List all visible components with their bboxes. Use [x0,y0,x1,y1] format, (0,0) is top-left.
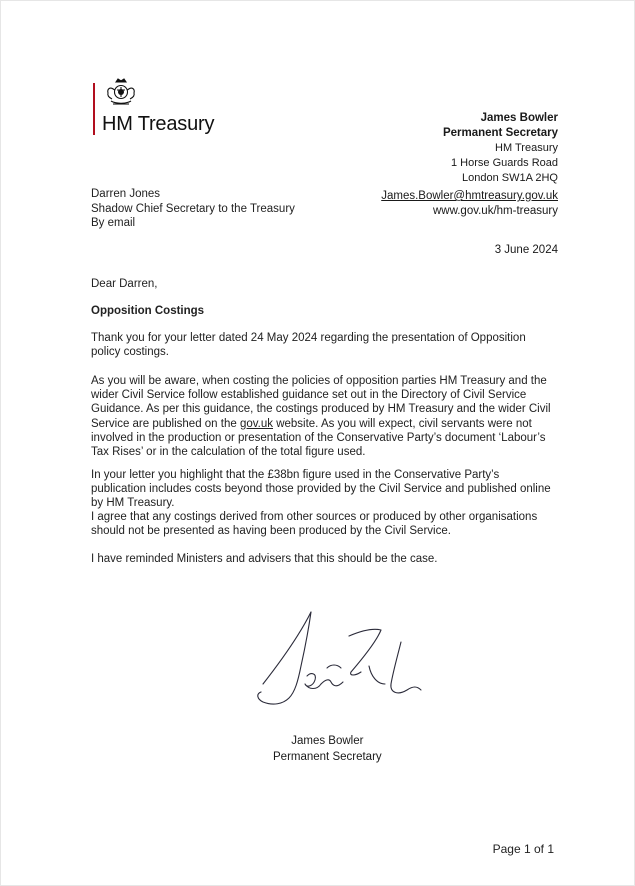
sender-address-line: London SW1A 2HQ [461,172,558,184]
logo-accent-bar [93,83,95,135]
paragraph: Thank you for your letter dated 24 May 2024 regarding the presentation of Opposition policy costings. [91,332,526,359]
paragraph: I have reminded Ministers and advisers that this should be the case. [91,553,438,565]
contact-block [381,189,558,219]
sender-title: Permanent Secretary [442,127,558,139]
paragraph-text: website. As you will expect, civil servants were not involved in the production or presentation of the Conservative Party’s document ‘Labour’s Tax Rises’ or in the calculation of the total figure used. [91,417,546,459]
royal-crest-icon [103,77,139,109]
sender-name: James Bowler [480,112,558,124]
sender-block [443,111,558,186]
logo-org-name: HM Treasury [102,113,215,135]
letter-greeting: Dear Darren, [91,278,158,290]
signoff-title: Permanent Secretary [273,751,382,763]
recipient-block [91,187,295,231]
signoff-name: James Bowler [291,735,364,747]
sender-address-line: HM Treasury [495,142,558,154]
gov-uk-link[interactable]: gov.uk [239,417,273,430]
recipient-name: Darren Jones [91,188,161,200]
paragraph-text: As you will be aware, when costing the policies of opposition parties HM Treasury and the wider Civil Service follow established guidance set out in the Directory of Civil Service Guidance. As per this guidance, the costings produced by HM Treasury and the wider Civil Service are published on the [91,375,551,430]
sender-address-line: 1 Horse Guards Road [451,157,558,169]
handwritten-signature [251,606,441,711]
letter-date: 3 June 2024 [494,244,558,256]
recipient-delivery: By email [91,217,136,229]
paragraph [91,374,556,459]
paragraph: I agree that any costings derived from other sources or produced by other organisations should not be presented as having been produced by the Civil Service. [91,511,538,538]
letter-subject: Opposition Costings [91,305,205,317]
sender-email-link[interactable]: James.Bowler@hmtreasury.gov.uk [381,190,558,202]
sender-website: www.gov.uk/hm-treasury [432,205,558,217]
hm-treasury-logo [93,77,253,137]
recipient-title: Shadow Chief Secretary to the Treasury [91,202,295,215]
signoff-block [273,733,382,765]
page-number: Page 1 of 1 [492,842,554,856]
paragraph: In your letter you highlight that the £38bn figure used in the Conservative Party’s publication includes costs beyond those provided by the Civil Service and published online by HM Treasury. [91,469,551,510]
